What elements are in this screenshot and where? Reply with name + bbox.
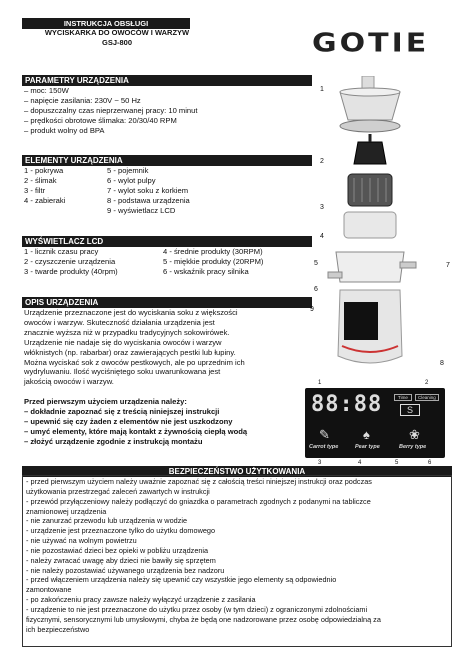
safety-line: - nie zanurzać przewodu lub urządzenia w wodzie bbox=[26, 516, 188, 526]
safety-line: - nie używać na wolnym powietrzu bbox=[26, 536, 137, 546]
param-item: – dopuszczalny czas nieprzerwanej pracy: 10 minut bbox=[24, 105, 198, 115]
element-item: 7 - wylot soku z korkiem bbox=[107, 185, 189, 195]
element-item: 3 - filtr bbox=[24, 185, 46, 195]
carrot-icon: ✎ bbox=[319, 427, 330, 442]
callout-label: 4 bbox=[320, 233, 324, 240]
element-item: 2 - ślimak bbox=[24, 175, 57, 185]
callout-label: 9 bbox=[310, 306, 314, 313]
before-use-item: – dokładnie zapoznać się z treścią niniejszej instrukcji bbox=[24, 407, 220, 416]
opis-line: wydryluwaniu. Ilość wyciśniętego soku uwarunkowana jest bbox=[24, 367, 221, 377]
before-use-item: – umyć elementy, które mają kontakt z żywnością ciepłą wodą bbox=[24, 426, 248, 436]
brand-logo: GOTIE bbox=[312, 28, 430, 59]
opis-line: włóknistych (np. rabarbar) oraz zawierających pestki lub łupiny. bbox=[24, 347, 236, 357]
juice-bowl bbox=[336, 252, 404, 282]
before-use-heading: Przed pierwszym użyciem urządzenia należy: bbox=[24, 397, 187, 406]
safety-line: użytkowania przestrzegać zaleceń zawartych w instrukcji bbox=[26, 486, 210, 496]
cleaning-indicator: Cleaning bbox=[415, 394, 439, 401]
lcd-item: 4 - średnie produkty (30RPM) bbox=[163, 247, 263, 256]
lcd-item: 1 - licznik czasu pracy bbox=[24, 247, 99, 256]
safety-line: fizycznymi, sensorycznymi lub umysłowymi, chyba że będą one nadzorowane przez osobę odpowiedzialną za bbox=[26, 614, 381, 624]
callout-label: 7 bbox=[446, 262, 450, 269]
callout-label: 1 bbox=[320, 86, 324, 93]
elements-right-list bbox=[107, 166, 190, 216]
callout-label: 8 bbox=[440, 360, 444, 367]
lcd-left-list bbox=[24, 247, 118, 277]
safety-line: - przed włączeniem urządzenia należy się upewnić czy wszystkie jego elementy są odpowiednio bbox=[26, 575, 337, 585]
safety-heading: BEZPIECZEŃSTWO UŻYTKOWANIA bbox=[22, 466, 452, 477]
lcd-heading: WYŚWIETLACZ LCD bbox=[22, 236, 312, 247]
lcd-panel bbox=[344, 302, 378, 340]
safety-line: - należy zwracać uwagę aby dzieci nie bawiły się sprzętem bbox=[26, 555, 216, 565]
element-item: 5 - pojemnik bbox=[107, 166, 149, 175]
callout-label: 6 bbox=[314, 286, 318, 293]
opis-line: Urządzenie nie nadaje się do wyciskania owoców i warzyw bbox=[24, 337, 222, 347]
safety-line: - nie pozostawiać dzieci bez opieki w pobliżu urządzenia bbox=[26, 545, 209, 555]
lcd-callout: 6 bbox=[428, 460, 432, 466]
safety-line: znamionowej urządzenia bbox=[26, 506, 107, 516]
before-use-item: – złożyć urządzenie zgodnie z instrukcją montażu bbox=[24, 436, 203, 446]
lcd-item: 3 - twarde produkty (40rpm) bbox=[24, 266, 118, 276]
element-item: 1 - pokrywa bbox=[24, 166, 64, 175]
opis-line: owoców i warzyw. Skuteczność działania urządzenia jest bbox=[24, 317, 215, 327]
safety-line: - nie należy pozostawiać używanego urządzenia bez nadzoru bbox=[26, 565, 225, 575]
param-item: – prędkości obrotowe ślimaka: 20/30/40 RPM bbox=[24, 115, 177, 125]
lcd-callout: 4 bbox=[358, 460, 362, 466]
motor-indicator: S bbox=[400, 404, 420, 416]
lcd-callout: 2 bbox=[425, 380, 429, 386]
lcd-item: 6 - wskaźnik pracy silnika bbox=[163, 266, 249, 276]
berry-icon: ❀ bbox=[409, 427, 420, 442]
manual-subtitle: WYCISKARKA DO OWOCÓW I WARZYW bbox=[44, 28, 190, 37]
element-item: 6 - wylot pulpy bbox=[107, 175, 156, 185]
callout-label: 5 bbox=[314, 260, 318, 267]
juice-outlet bbox=[400, 262, 416, 268]
opis-heading: OPIS URZĄDZENIA bbox=[22, 297, 312, 308]
safety-line: - przewód przyłączeniowy należy podłączyć do gniazdka o parametrach zgodnych z podanymi na tabliczce bbox=[26, 496, 371, 506]
before-use-item: – upewnić się czy żaden z elementów nie jest uszkodzony bbox=[24, 416, 233, 426]
pear-type-label: Pear type bbox=[355, 444, 380, 450]
safety-line: - po zakończeniu pracy zawsze należy wyłączyć urządzenie z zasilania bbox=[26, 595, 256, 605]
safety-line: ich bezpieczeństwo bbox=[26, 624, 90, 634]
pear-icon: ♠ bbox=[363, 427, 370, 442]
time-indicator: Time bbox=[394, 394, 412, 401]
before-use-list bbox=[24, 407, 247, 447]
lcd-item: 5 - miękkie produkty (20RPM) bbox=[163, 256, 264, 266]
params-heading: PARAMETRY URZĄDZENIA bbox=[22, 75, 312, 86]
elements-heading: ELEMENTY URZĄDZENIA bbox=[22, 155, 312, 166]
model-number: GSJ-800 bbox=[101, 38, 133, 47]
elements-left-list bbox=[24, 166, 65, 206]
lcd-right-list bbox=[163, 247, 263, 277]
element-item: 4 - zabieraki bbox=[24, 195, 66, 205]
pulp-outlet bbox=[328, 272, 342, 278]
params-list bbox=[24, 86, 197, 136]
lcd-callout: 3 bbox=[318, 460, 322, 466]
safety-line: zamontowane bbox=[26, 585, 72, 595]
callout-label: 2 bbox=[320, 158, 324, 165]
opis-line: Można wyciskać sok z owoców pestkowych, ale po uprzednim ich bbox=[24, 357, 245, 367]
safety-line: - urządzenie jest przeznaczone tylko do użytku domowego bbox=[26, 526, 216, 536]
lcd-callout: 1 bbox=[318, 380, 322, 386]
param-item: – moc: 150W bbox=[24, 86, 69, 95]
wipers bbox=[344, 212, 396, 238]
time-digits: 88:88 bbox=[311, 392, 383, 417]
lcd-display-closeup bbox=[305, 388, 445, 458]
element-item: 8 - podstawa urządzenia bbox=[107, 195, 190, 205]
lcd-item: 2 - czyszczenie urządzenia bbox=[24, 256, 116, 266]
element-item: 9 - wyświetlacz LCD bbox=[107, 205, 176, 215]
opis-line: znacznie wyższa niż w przypadku tradycyjnych sokowirówek. bbox=[24, 327, 230, 337]
carrot-type-label: Carrot type bbox=[309, 444, 339, 450]
callout-label: 3 bbox=[320, 204, 324, 211]
param-item: – produkt wolny od BPA bbox=[24, 125, 105, 135]
auger bbox=[354, 142, 386, 164]
manual-title: INSTRUKCJA OBSŁUGI bbox=[22, 18, 190, 29]
safety-line: - urządzenie to nie jest przeznaczone do użytku przez osoby (w tym dzieci) z ograniczonymi zdolnościami bbox=[26, 604, 368, 614]
opis-line: Urządzenie przeznaczone jest do wyciskania soku z większości bbox=[24, 308, 238, 317]
opis-body bbox=[24, 308, 245, 387]
lcd-callout: 5 bbox=[395, 460, 399, 466]
safety-list bbox=[26, 477, 448, 635]
param-item: – napięcie zasilania: 230V ~ 50 Hz bbox=[24, 95, 141, 105]
safety-line: - przed pierwszym użyciem należy uważnie zapoznać się z całością treści niniejszej instrukcji oraz podczas bbox=[26, 477, 372, 486]
juicer-exploded-diagram bbox=[310, 76, 460, 376]
berry-type-label: Berry type bbox=[399, 444, 427, 450]
opis-line: jakością owoców i warzyw. bbox=[24, 377, 114, 387]
